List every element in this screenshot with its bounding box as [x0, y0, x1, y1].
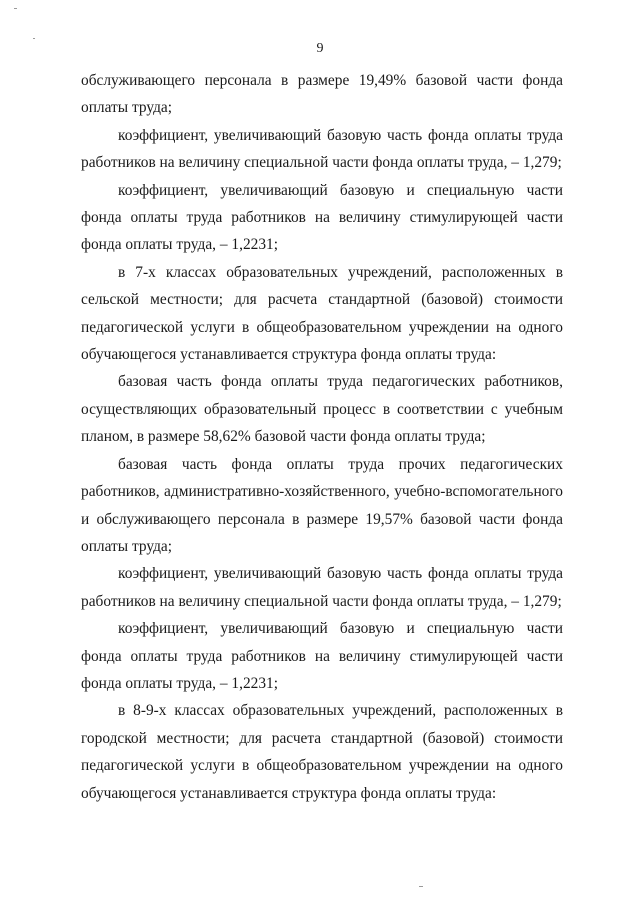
paragraph: коэффициент, увеличивающий базовую часть фонда оплаты труда работников на величину специальной части фонда оплаты труда, – 1,279;	[81, 565, 563, 610]
paragraph: коэффициент, увеличивающий базовую часть фонда оплаты труда работников на величину специальной части фонда оплаты труда, – 1,279;	[81, 126, 563, 172]
scan-artifact	[33, 38, 35, 39]
paragraph: коэффициент, увеличивающий базовую и специальную части фонда оплаты труда работников на величину стимулирующей части фонда оплаты труда, – 1,2231;	[81, 181, 563, 254]
paragraph: базовая часть фонда оплаты труда прочих педагогических работников, административно-хозяйственного, учебно-вспомогательного и обслуживающего персонала в размере 19,57% базовой части фонда оплаты труда;	[81, 455, 563, 555]
document-body	[81, 67, 563, 807]
scan-artifact	[419, 886, 423, 887]
page-number: 9	[316, 41, 324, 56]
paragraph: в 8-9-х классах образовательных учреждений, расположенных в городской местности; для расчета стандартной (базовой) стоимости педагогической услуги в общеобразовательном учреждении на одного обучающегося устанавливается структура фонда оплаты труда:	[81, 702, 563, 802]
scan-artifact	[14, 8, 17, 9]
paragraph: базовая часть фонда оплаты труда педагогических работников, осуществляющих образовательный процесс в соответствии с учебным планом, в размере 58,62% базовой части фонда оплаты труда;	[81, 373, 563, 446]
paragraph: обслуживающего персонала в размере 19,49% базовой части фонда оплаты труда;	[81, 72, 563, 117]
paragraph: коэффициент, увеличивающий базовую и специальную части фонда оплаты труда работников на величину стимулирующей части фонда оплаты труда, – 1,2231;	[81, 620, 563, 692]
paragraph: в 7-х классах образовательных учреждений, расположенных в сельской местности; для расчета стандартной (базовой) стоимости педагогической услуги в общеобразовательном учреждении на одного обучающегося устанавливается структура фонда оплаты труда:	[81, 263, 563, 364]
